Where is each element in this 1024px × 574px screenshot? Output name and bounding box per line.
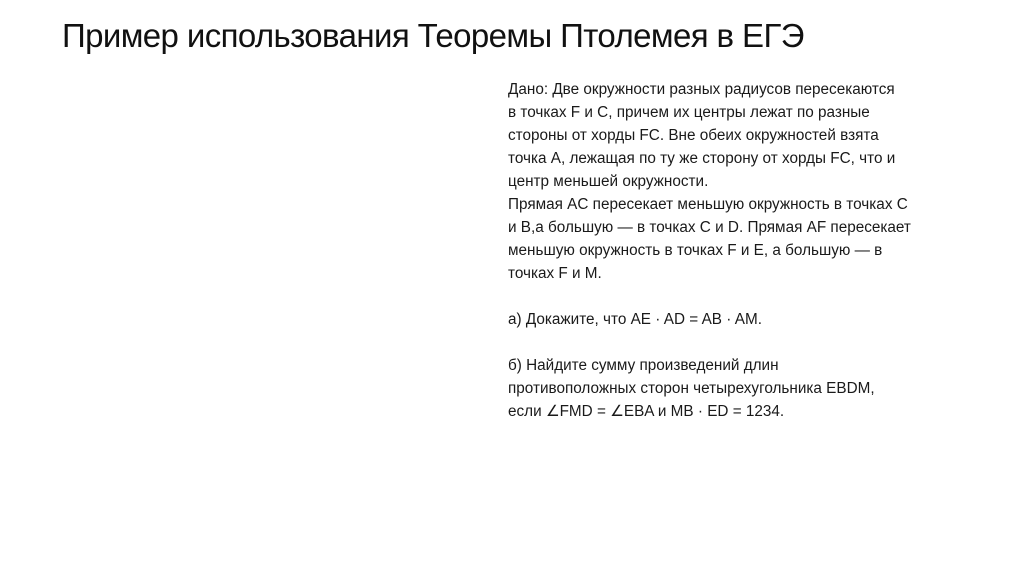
given-line-2: в точках F и C, причем их центры лежат по разные: [508, 104, 870, 121]
given-line-7: и B,а большую — в точках C и D. Прямая AF пересекает: [508, 219, 911, 236]
given-line-1: Дано: Две окружности разных радиусов пересекаются: [508, 81, 895, 98]
part-b-line-1: б) Найдите сумму произведений длин: [508, 357, 779, 374]
given-line-9: точках F и M.: [508, 265, 602, 282]
part-a: а) Докажите, что AE · AD = AB · AM.: [508, 311, 762, 328]
given-line-3: стороны от хорды FC. Вне обеих окружностей взята: [508, 127, 879, 144]
problem-text: [508, 78, 978, 423]
part-b-line-2: противоположных сторон четырехугольника EBDM,: [508, 380, 875, 397]
given-line-4: точка A, лежащая по ту же сторону от хорды FC, что и: [508, 150, 896, 167]
given-line-8: меньшую окружность в точках F и E, а большую — в: [508, 242, 883, 259]
paragraph-gap: [508, 285, 978, 308]
part-b-line-3: если ∠FMD = ∠EBA и MB · ED = 1234.: [508, 403, 785, 420]
given-line-5: центр меньшей окружности.: [508, 173, 709, 190]
given-line-6: Прямая AC пересекает меньшую окружность в точках C: [508, 196, 908, 213]
paragraph-gap: [508, 331, 978, 354]
slide-title: Пример использования Теоремы Птолемея в ЕГЭ: [62, 17, 804, 54]
